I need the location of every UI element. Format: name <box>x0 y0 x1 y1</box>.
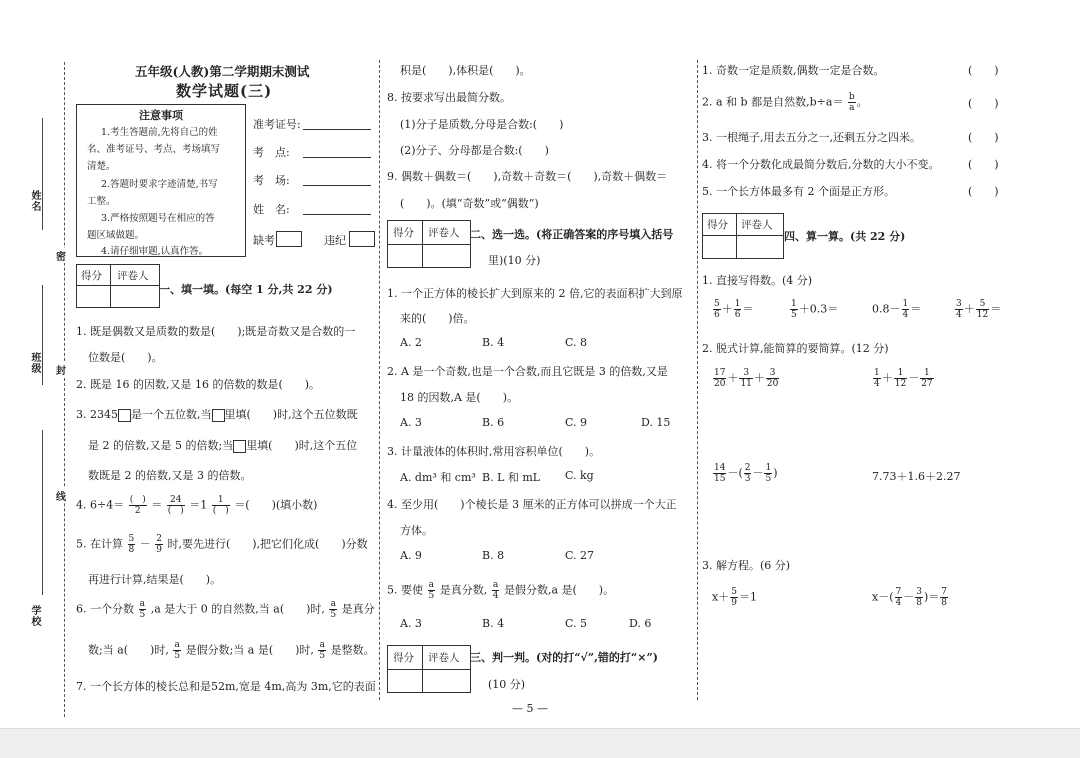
fraction <box>492 580 500 601</box>
s2-q2-option-a[interactable]: A. 3 <box>400 416 422 429</box>
s3-q2-paren[interactable]: ( ) <box>968 97 999 110</box>
s1-q6-text: 是假分数;当 a 是( )时, <box>185 643 314 657</box>
numerator: 5 <box>731 587 737 597</box>
numerator: 1 <box>212 495 230 506</box>
column-divider-1 <box>379 60 380 700</box>
s2-q4-option-b[interactable]: B. 8 <box>482 549 505 562</box>
s4-expr-3 <box>712 463 778 484</box>
score-table <box>387 645 471 693</box>
s1-q5-line2: 再进行计算,结果是( )。 <box>88 573 222 586</box>
notice-line: 1.考生答题前,先将自己的姓 <box>101 127 218 138</box>
numerator: 24 <box>167 495 185 506</box>
numerator: 1 <box>791 299 797 309</box>
s1-q5-text: 5. 在计算 <box>76 537 123 551</box>
denominator: 8 <box>916 598 922 608</box>
fraction <box>764 463 772 484</box>
column-divider-2 <box>697 60 698 700</box>
operator: ＋ <box>721 302 733 316</box>
score-table-rule <box>736 214 737 258</box>
name-label: 姓名 <box>29 190 40 212</box>
s1-q4-text: 4. 6÷4＝ <box>76 498 125 512</box>
fraction <box>128 534 136 555</box>
reviewer-header: 评卷人 <box>741 219 773 231</box>
s3-q3: 3. 一根绳子,用去五分之一,还剩五分之四米。 <box>702 131 921 144</box>
s1-q4 <box>76 495 317 516</box>
s3-q3-paren[interactable]: ( ) <box>968 131 999 144</box>
s1-q6-line2 <box>88 640 375 661</box>
ticket-field[interactable] <box>303 129 371 130</box>
seal-mark-3: 线 <box>56 488 66 503</box>
s2-q5-option-b[interactable]: B. 4 <box>482 617 505 630</box>
fraction <box>329 599 337 620</box>
s2-q3: 3. 计量液体的体积时,常用容积单位( )。 <box>387 445 601 458</box>
s1-q4-text: ＝ <box>151 498 163 512</box>
numerator: a <box>174 640 180 650</box>
fraction <box>848 92 856 113</box>
s2-q4-option-a[interactable]: A. 9 <box>400 549 422 562</box>
notice-title: 注意事项 <box>139 109 183 122</box>
denominator: 9 <box>156 545 162 555</box>
score-table <box>76 264 160 308</box>
s3-q4-paren[interactable]: ( ) <box>968 158 999 171</box>
operator: － <box>752 466 764 480</box>
site-field[interactable] <box>303 157 371 158</box>
binding-line-3 <box>42 430 43 595</box>
s1-q2: 2. 既是 16 的因数,又是 16 的倍数的数是( )。 <box>76 378 321 391</box>
fraction <box>428 580 436 601</box>
bottom-margin <box>0 728 1080 758</box>
violation-label: 违纪 <box>324 234 346 247</box>
numerator: a <box>139 599 146 609</box>
page-number: — 5 — <box>512 702 548 715</box>
operator: ＋ <box>753 371 765 385</box>
notice-line: 题区域做题。 <box>87 230 145 241</box>
numerator: 1 <box>874 368 880 378</box>
violation-box[interactable] <box>349 231 375 247</box>
fraction <box>713 463 726 484</box>
numerator: 1 <box>920 368 933 379</box>
operator: － <box>903 590 915 604</box>
s1-q8: 8. 按要求写出最简分数。 <box>387 91 511 104</box>
s2-q2-line2: 18 的因数,A 是( )。 <box>400 391 519 404</box>
s4-eq-2 <box>872 587 949 608</box>
s1-q5-line1 <box>76 534 368 555</box>
name-field[interactable] <box>303 214 371 215</box>
s1-q9-line2: ( )。(填“奇数”或“偶数”) <box>400 197 539 210</box>
seal-mark-2: 封 <box>56 362 66 377</box>
operator: － <box>908 371 920 385</box>
numerator: 7 <box>895 587 902 597</box>
room-field[interactable] <box>303 185 371 186</box>
numerator: a <box>492 580 499 590</box>
s1-q7-line2: 积是( ),体积是( )。 <box>400 64 531 77</box>
s1-q3-line2 <box>88 437 357 453</box>
exam-title: 五年级(人教)第二学期期末测试 <box>135 64 310 79</box>
fraction <box>212 495 230 516</box>
s3-q2-text: 2. a 和 b 都是自然数,b÷a＝ <box>702 95 844 109</box>
equals: ＝ <box>742 302 754 316</box>
notice-line: 工整。 <box>87 196 116 207</box>
s1-q3-text: 里填( )时,这个五位 <box>246 439 358 452</box>
fraction <box>734 299 742 320</box>
fraction <box>976 299 989 320</box>
section2-title: 二、选一选。(将正确答案的序号填入括号 <box>470 228 674 241</box>
s2-q5-option-c[interactable]: C. 5 <box>565 617 588 630</box>
s1-q3-line1 <box>76 406 358 422</box>
denominator: 9 <box>731 598 737 608</box>
s4-q2: 2. 脱式计算,能简算的要简算。(12 分) <box>702 342 889 355</box>
fraction <box>167 495 185 516</box>
s4-direct-3 <box>872 299 921 320</box>
room-label: 考 场: <box>253 174 290 187</box>
denominator: 8 <box>128 545 135 555</box>
site-label: 考 点: <box>253 146 290 159</box>
numerator: 17 <box>714 368 726 378</box>
digit-box[interactable] <box>212 409 225 422</box>
reviewer-header: 评卷人 <box>117 270 149 282</box>
operator: ＋ <box>963 302 975 316</box>
fraction <box>744 463 752 484</box>
section2-title-cont: 里)(10 分) <box>488 254 541 267</box>
denominator: 12 <box>894 379 907 389</box>
s3-q2 <box>702 92 868 113</box>
s1-q5-text: － <box>139 537 151 551</box>
denominator: 4 <box>902 310 909 320</box>
paper-title: 数学试题(三) <box>176 82 273 100</box>
denominator: 20 <box>714 379 726 389</box>
notice-box <box>76 104 246 257</box>
reviewer-header: 评卷人 <box>428 652 460 664</box>
numerator: 1 <box>902 299 909 309</box>
notice-line: 4.请仔细审题,认真作答。 <box>101 246 209 257</box>
section3-title-cont: (10 分) <box>488 678 526 691</box>
fraction <box>920 368 933 389</box>
s4-q1: 1. 直接写得数。(4 分) <box>702 274 813 287</box>
s3-q4: 4. 将一个分数化成最简分数后,分数的大小不变。 <box>702 158 940 171</box>
numerator: 2 <box>744 463 751 473</box>
numerator: a <box>319 640 325 650</box>
denominator: 8 <box>941 598 947 608</box>
notice-line: 2.答题时要求字迹清楚,书写 <box>101 179 218 190</box>
denominator: 4 <box>492 591 499 601</box>
fraction <box>902 299 910 320</box>
fraction <box>139 599 147 620</box>
s2-q3-option-b[interactable]: B. L 和 mL <box>482 471 541 484</box>
numerator: 3 <box>739 368 752 379</box>
s3-q5-paren[interactable]: ( ) <box>968 185 999 198</box>
section3-title: 三、判一判。(对的打“√”,错的打“×”) <box>470 651 658 664</box>
section1-title: 一、填一填。(每空 1 分,共 22 分) <box>159 283 333 296</box>
s1-q6-text: 数;当 a( )时, <box>88 643 169 657</box>
s2-q2-line1: 2. A 是一个奇数,也是一个合数,而且它既是 3 的倍数,又是 <box>387 365 668 378</box>
score-header: 得分 <box>393 227 414 239</box>
s2-q3-option-c[interactable]: C. kg <box>565 469 594 482</box>
s3-q1: 1. 奇数一定是质数,偶数一定是合数。 <box>702 64 885 77</box>
expr-text: x＋ <box>712 590 730 604</box>
numerator: 3 <box>956 299 962 309</box>
s2-q4-line1: 4. 至少用( )个棱长是 3 厘米的正方体可以拼成一个大正 <box>387 498 677 511</box>
score-table <box>387 220 471 268</box>
score-table <box>702 213 784 259</box>
s1-q7-line1: 7. 一个长方体的棱长总和是52m,宽是 4m,高为 3m,它的表面 <box>76 680 376 693</box>
notice-line: 3.严格按照题号在相应的答 <box>101 213 215 224</box>
denominator: 6 <box>714 310 720 320</box>
fraction <box>173 640 181 661</box>
s2-q2-option-b[interactable]: B. 6 <box>482 416 505 429</box>
numerator: b <box>848 92 855 102</box>
s4-direct-2 <box>789 299 838 320</box>
s4-expr-1 <box>712 368 780 389</box>
expr-text: ＝1 <box>738 590 757 604</box>
s3-q2-text: 。 <box>856 95 868 109</box>
s1-q3-text: 是 2 的倍数,又是 5 的倍数;当 <box>88 439 234 452</box>
denominator: 5 <box>319 651 326 661</box>
s4-q3: 3. 解方程。(6 分) <box>702 559 791 572</box>
s2-q1-option-c[interactable]: C. 8 <box>565 336 588 349</box>
fraction <box>940 587 948 608</box>
score-header: 得分 <box>393 652 414 664</box>
denominator: 4 <box>956 310 962 320</box>
s1-q3-line3: 数既是 2 的倍数,又是 3 的倍数。 <box>88 469 252 482</box>
score-table-rule <box>422 646 423 692</box>
s1-q6-text: ,a 是大于 0 的自然数,当 a( )时, <box>150 602 325 616</box>
denominator: 5 <box>139 610 146 620</box>
equals: ＝ <box>910 302 922 316</box>
denominator: ( ) <box>167 506 184 516</box>
s1-q9-line1: 9. 偶数＋偶数＝( ),奇数＋奇数＝( ),奇数＋偶数＝ <box>387 170 668 183</box>
s2-q1-option-b[interactable]: B. 4 <box>482 336 505 349</box>
fraction <box>955 299 963 320</box>
numerator: 5 <box>128 534 135 544</box>
fraction <box>873 368 881 389</box>
s1-q3-text: 是一个五位数,当 <box>131 408 212 421</box>
s2-q1-option-a[interactable]: A. 2 <box>400 336 422 349</box>
denominator: 5 <box>765 474 772 484</box>
s1-q3-text: 里填( )时,这个五位数既 <box>224 408 358 421</box>
denominator: 12 <box>976 310 989 320</box>
s2-q5-text: 是假分数,a 是( )。 <box>503 583 615 597</box>
s2-q5-text: 是真分数, <box>439 583 488 597</box>
s2-q2-option-d[interactable]: D. 15 <box>641 416 671 429</box>
fraction <box>790 299 798 320</box>
denominator: 2 <box>134 506 141 516</box>
s1-q6-text: 是整数。 <box>330 643 375 657</box>
fraction <box>713 368 726 389</box>
score-header: 得分 <box>707 219 728 231</box>
equals: ＝ <box>990 302 1002 316</box>
s2-q5-option-a[interactable]: A. 3 <box>400 617 422 630</box>
s1-q6-text: 是真分 <box>341 602 375 616</box>
numerator: 3 <box>916 587 922 597</box>
fraction <box>894 368 907 389</box>
numerator: 1 <box>765 463 772 473</box>
s2-q5-option-d[interactable]: D. 6 <box>629 617 652 630</box>
fraction <box>739 368 752 389</box>
s1-q1-line2: 位数是( )。 <box>88 351 163 364</box>
notice-line: 清楚。 <box>87 161 116 172</box>
s1-q8-a: (1)分子是质数,分母是合数:( ) <box>400 118 564 131</box>
s3-q1-paren[interactable]: ( ) <box>968 64 999 77</box>
s1-q1-line1: 1. 既是偶数又是质数的数是( );既是奇数又是合数的一 <box>76 325 356 338</box>
s4-direct-1 <box>712 299 753 320</box>
expr-text: －( <box>727 466 743 480</box>
s2-q2-option-c[interactable]: C. 9 <box>565 416 588 429</box>
denominator: 5 <box>428 591 435 601</box>
s4-eq-1 <box>712 587 757 608</box>
score-table-rule <box>703 235 783 236</box>
reviewer-header: 评卷人 <box>428 227 460 239</box>
fraction <box>713 299 721 320</box>
denominator: 5 <box>791 310 797 320</box>
s3-q5: 5. 一个长方体最多有 2 个面是正方形。 <box>702 185 895 198</box>
fraction <box>730 587 738 608</box>
s1-q8-b: (2)分子、分母都是合数:( ) <box>400 144 549 157</box>
s2-q4-line2: 方体。 <box>400 524 433 537</box>
numerator: 5 <box>976 299 989 310</box>
numerator: a <box>330 599 336 609</box>
binding-line-2 <box>42 285 43 385</box>
fraction <box>318 640 326 661</box>
denominator: 4 <box>874 379 880 389</box>
s1-q6-line1 <box>76 599 375 620</box>
digit-box[interactable] <box>233 440 246 453</box>
fraction <box>915 587 923 608</box>
section4-title: 四、算一算。(共 22 分) <box>784 230 906 243</box>
score-table-rule <box>388 244 470 245</box>
denominator: 3 <box>744 474 751 484</box>
s1-q4-text: ＝1 <box>189 498 208 512</box>
numerator: 7 <box>941 587 947 597</box>
s2-q5 <box>387 580 614 601</box>
denominator: ( ) <box>212 506 229 516</box>
expr-text: ) <box>773 466 778 480</box>
digit-box[interactable] <box>118 409 131 422</box>
fraction <box>895 587 903 608</box>
fraction <box>129 495 147 516</box>
denominator: 6 <box>734 310 741 320</box>
s2-q1-line1: 1. 一个正方体的棱长扩大到原来的 2 倍,它的表面积扩大到原 <box>387 287 683 300</box>
numerator: 1 <box>894 368 907 379</box>
denominator: 15 <box>714 474 726 484</box>
denominator: 11 <box>740 379 752 389</box>
s2-q4-option-c[interactable]: C. 27 <box>565 549 595 562</box>
denominator: 4 <box>895 598 902 608</box>
s2-q1-line2: 来的( )倍。 <box>400 312 475 325</box>
absent-label: 缺考 <box>253 234 275 247</box>
denominator: 20 <box>766 379 779 389</box>
s1-q3-text: 3. 2345 <box>76 408 118 421</box>
school-label: 学校 <box>29 605 40 627</box>
numerator: a <box>428 580 435 590</box>
name-label-info: 姓 名: <box>253 203 290 216</box>
s1-q6-text: 6. 一个分数 <box>76 602 134 616</box>
score-table-rule <box>77 285 159 286</box>
s1-q5-text: 时,要先进行( ),把它们化成( )分数 <box>167 537 368 551</box>
numerator: ( ) <box>129 495 146 505</box>
s4-direct-4 <box>954 299 1001 320</box>
numerator: 5 <box>714 299 720 309</box>
s2-q5-text: 5. 要使 <box>387 583 423 597</box>
denominator: 27 <box>921 379 933 389</box>
score-table-rule <box>388 669 470 670</box>
operator: ＋ <box>881 371 893 385</box>
s4-expr-4: 7.73＋1.6＋2.27 <box>872 470 961 483</box>
score-table-rule <box>110 265 111 307</box>
numerator: 3 <box>766 368 779 379</box>
denominator: a <box>849 103 855 113</box>
expr-text: x－( <box>872 590 894 604</box>
seal-mark-1: 密 <box>56 248 66 263</box>
denominator: 5 <box>330 610 337 620</box>
score-table-rule <box>422 221 423 267</box>
s4-expr-2 <box>872 368 935 389</box>
s1-q4-text: ＝( )(填小数) <box>234 498 318 512</box>
numerator: 2 <box>156 534 162 544</box>
expr-text: ＋0.3＝ <box>798 302 839 316</box>
seal-line <box>64 62 65 717</box>
s2-q3-option-a[interactable]: A. dm³ 和 cm³ <box>400 471 476 484</box>
expr-text: )＝ <box>923 590 940 604</box>
binding-line-1 <box>42 118 43 230</box>
expr-text: 0.8－ <box>872 302 901 316</box>
numerator: 1 <box>734 299 741 309</box>
operator: ＋ <box>727 371 739 385</box>
ticket-label: 准考证号: <box>253 118 301 131</box>
class-label: 班级 <box>29 352 40 374</box>
score-header: 得分 <box>81 270 102 282</box>
fraction <box>155 534 163 555</box>
fraction <box>766 368 779 389</box>
notice-line: 名、准考证号、考点、考场填写 <box>87 144 221 155</box>
absent-box[interactable] <box>276 231 302 247</box>
denominator: 5 <box>174 651 181 661</box>
numerator: 14 <box>714 463 726 473</box>
